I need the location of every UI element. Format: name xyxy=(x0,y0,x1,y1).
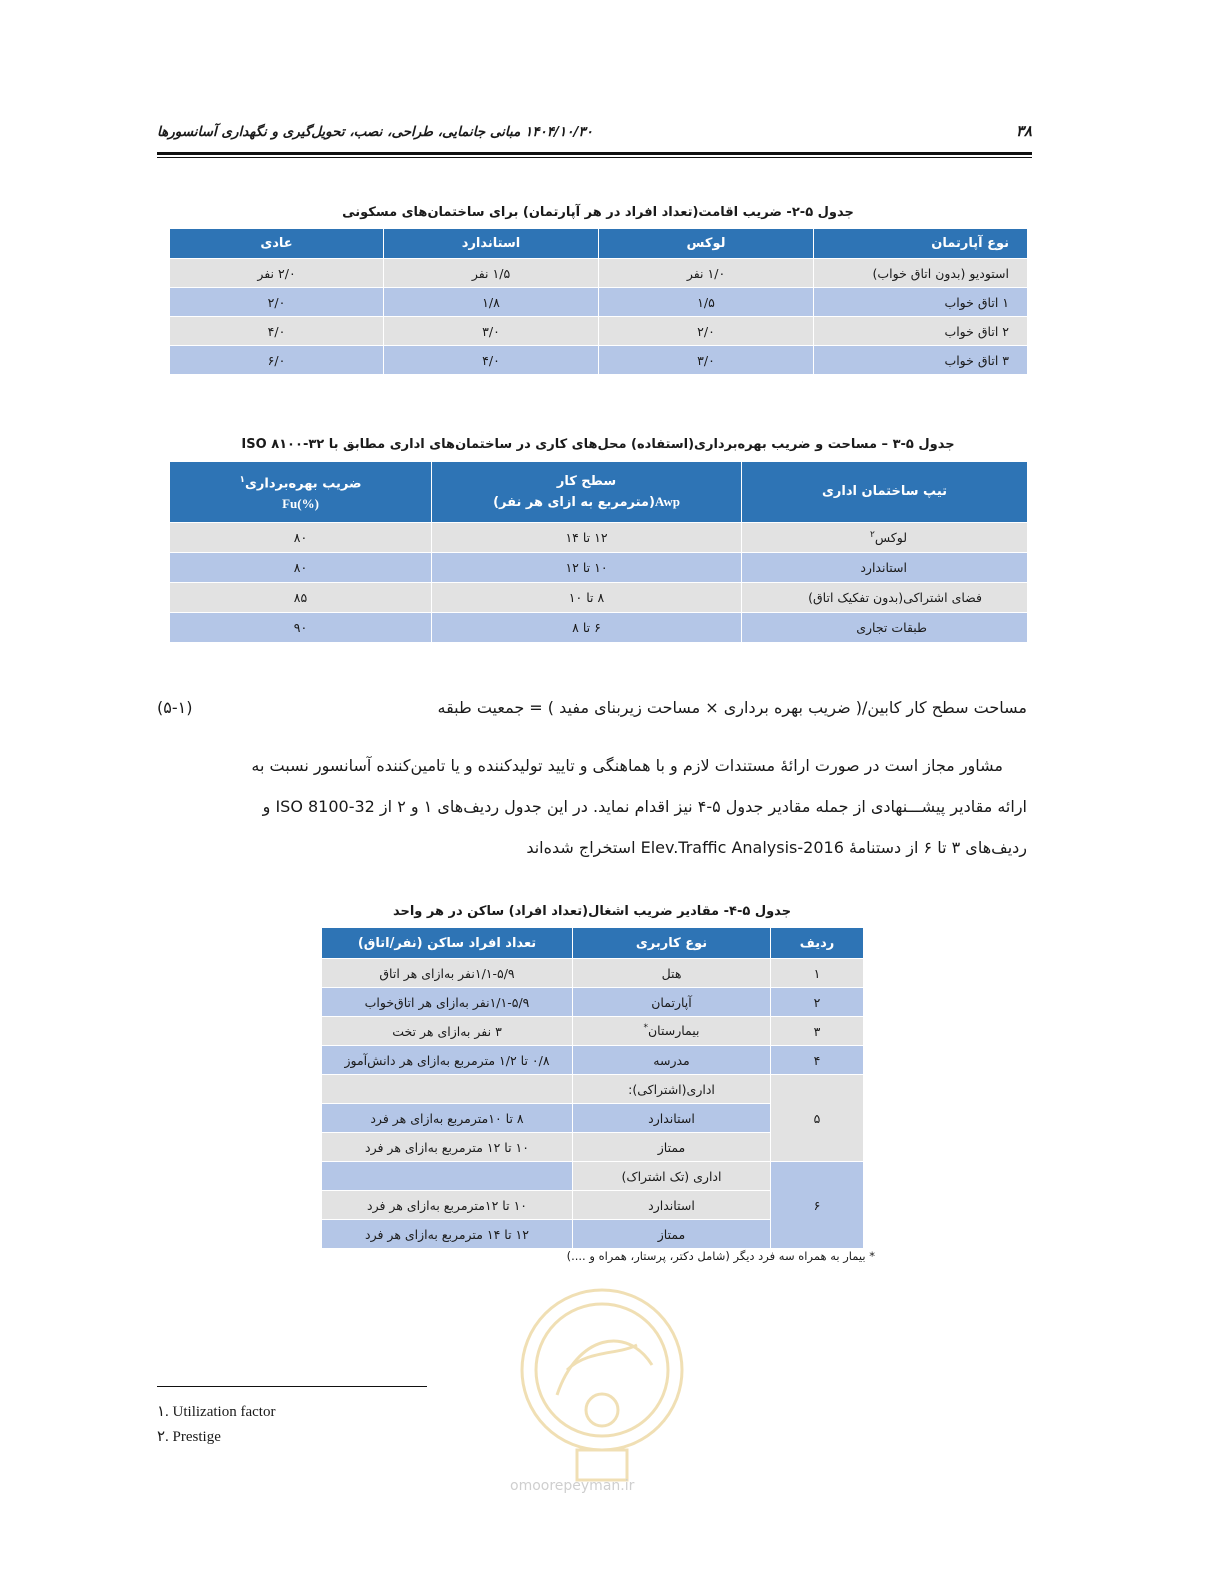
table-cell: ۱/۵ نفر xyxy=(384,259,599,288)
table-cell: استاندارد xyxy=(573,1191,771,1220)
column-header: لوکس xyxy=(599,229,814,259)
table-cell: ۳ xyxy=(771,1017,864,1046)
table-cell: ۰/۸ تا ۱/۲ مترمربع به‌ازای هر دانش‌آموز xyxy=(322,1046,573,1075)
table-cell: ۶/۰ xyxy=(170,346,384,375)
table-cell: هتل xyxy=(573,959,771,988)
table-cell: ۱/۰ نفر xyxy=(599,259,814,288)
table1-caption: جدول ۵-۲- ضریب اقامت(تعداد افراد در هر آپارتمان) برای ساختمان‌های مسکونی xyxy=(342,205,854,220)
column-header: نوع کاربری xyxy=(573,928,771,959)
watermark-seal xyxy=(507,1275,697,1490)
header-rule xyxy=(157,152,1032,155)
table-cell: ۳/۰ xyxy=(599,346,814,375)
table-row xyxy=(170,288,1028,317)
table-cell: ۲/۰ xyxy=(599,317,814,346)
table-cell: ۱/۵ xyxy=(599,288,814,317)
table-row xyxy=(322,988,864,1017)
seal-gear xyxy=(586,1394,618,1426)
column-header-line xyxy=(178,470,423,494)
cell-text: لوکس xyxy=(874,530,907,546)
table-header-row xyxy=(170,462,1028,523)
paragraph-line: ردیف‌های ۳ تا ۶ از دستنامهٔ Elev.Traffic Analysis-2016 استخراج شده‌اند xyxy=(526,838,1027,857)
table-cell: ۱۰ تا ۱۲ مترمربع به‌ازای هر فرد xyxy=(322,1133,573,1162)
footnote-rule xyxy=(157,1386,427,1387)
table-row xyxy=(170,317,1028,346)
table-cell: ۱ xyxy=(771,959,864,988)
equation-number: (۵-۱) xyxy=(157,698,193,717)
table-cell: استاندارد xyxy=(573,1104,771,1133)
column-header: نوع آپارتمان xyxy=(814,229,1028,259)
header-rule-thin xyxy=(157,157,1032,158)
table-row xyxy=(170,346,1028,375)
table-row xyxy=(170,523,1028,553)
table-note: * بیمار به همراه سه فرد دیگر (شامل دکتر، پرستار، همراه و ....) xyxy=(566,1249,875,1263)
paragraph-line: مشاور مجاز است در صورت ارائهٔ مستندات لازم و با هماهنگی و تایید تولیدکننده و یا تامین‌کننده آسانسور نسبت به xyxy=(251,756,1003,775)
column-header-unit: (مترمربع به ازای هر نفر) xyxy=(493,494,655,510)
footnote: ۱. Utilization factor xyxy=(157,1404,276,1420)
table-cell: ۱۲ تا ۱۴ مترمربع به‌ازای هر فرد xyxy=(322,1220,573,1249)
table-row xyxy=(170,553,1028,583)
column-header xyxy=(432,462,742,523)
column-header: تیپ ساختمان اداری xyxy=(742,462,1028,523)
table-cell: ۳ اتاق خواب xyxy=(814,346,1028,375)
table-cell: ۲ xyxy=(771,988,864,1017)
table-cell: ۳/۰ xyxy=(384,317,599,346)
table-cell: آپارتمان xyxy=(573,988,771,1017)
table-cell: ممتاز xyxy=(573,1220,771,1249)
footnote-mark: * xyxy=(643,1023,648,1034)
table-cell: ۴/۰ xyxy=(384,346,599,375)
table-cell: ۱/۸ xyxy=(384,288,599,317)
column-header: ردیف xyxy=(771,928,864,959)
table-cell xyxy=(573,1017,771,1046)
table-cell: ۸ تا ۱۰ xyxy=(432,583,742,613)
table-cell: ۱۰ تا ۱۲مترمربع به‌ازای هر فرد xyxy=(322,1191,573,1220)
table-cell: ۴ xyxy=(771,1046,864,1075)
table-header-row xyxy=(322,928,864,959)
table-cell: طبقات تجاری xyxy=(742,613,1028,643)
table-cell: ۲ اتاق خواب xyxy=(814,317,1028,346)
table-cell: ۲/۰ xyxy=(170,288,384,317)
column-header-line: Fu(%) xyxy=(282,496,319,512)
table-row xyxy=(322,1017,864,1046)
column-header: استاندارد xyxy=(384,229,599,259)
table3-caption: جدول ۵-۴- مقادیر ضریب اشغال(تعداد افراد) ساکن در هر واحد xyxy=(392,904,792,919)
table-header-row xyxy=(170,229,1028,259)
table-cell: ممتاز xyxy=(573,1133,771,1162)
table-cell: ۱/۱-۵/۹نفر به‌ازای هر اتاق xyxy=(322,959,573,988)
column-header: عادی xyxy=(170,229,384,259)
table-office-workspace xyxy=(169,461,1028,643)
footnote-mark: ۲ xyxy=(870,529,875,540)
table-cell xyxy=(742,523,1028,553)
cell-text: بیمارستان xyxy=(647,1023,700,1039)
table-row xyxy=(170,583,1028,613)
column-header-line: سطح کار xyxy=(556,473,617,489)
table-cell: ۱۰ تا ۱۲ xyxy=(432,553,742,583)
table-residential-occupancy xyxy=(169,228,1028,375)
table-cell: ۸۰ xyxy=(170,523,432,553)
table-row xyxy=(322,1046,864,1075)
table-cell: اداری(اشتراکی): xyxy=(573,1075,771,1104)
equation-text: مساحت سطح کار کابین/( ضریب بهره برداری × مساحت زیربنای مفید ) = جمعیت طبقه xyxy=(437,698,1027,717)
page-number: ۳۸ xyxy=(1015,122,1032,140)
footnote-mark: ۱ xyxy=(239,474,245,485)
table-occupancy-factors xyxy=(321,927,864,1249)
table-cell: استاندارد xyxy=(742,553,1028,583)
table-cell: ۸ تا ۱۰مترمربع به‌ازای هر فرد xyxy=(322,1104,573,1133)
table-row xyxy=(322,1162,864,1191)
table-cell: ۳ نفر به‌ازای هر تخت xyxy=(322,1017,573,1046)
table-cell: ۴/۰ xyxy=(170,317,384,346)
table-cell: استودیو (بدون اتاق خواب) xyxy=(814,259,1028,288)
table-cell: فضای اشتراکی(بدون تفکیک اتاق) xyxy=(742,583,1028,613)
table-cell: ۶ xyxy=(771,1162,864,1249)
paragraph-line: ارائه مقادیر پیشـــنهادی از جمله مقادیر جدول ۵-۴ نیز اقدام نماید. در این جدول ردیف‌های ۱ و ۲ از ISO 8100-32 و xyxy=(262,797,1027,816)
table-cell: ۵ xyxy=(771,1075,864,1162)
table-cell: اداری (تک اشتراک) xyxy=(573,1162,771,1191)
seal-inner-ring xyxy=(536,1304,668,1436)
running-title: ۱۴۰۴/۱۰/۳۰ مبانی جانمایی، طراحی، نصب، تحویل‌گیری و نگهداری آسانسورها xyxy=(157,124,593,140)
table-cell: ۱/۱-۵/۹نفر به‌ازای هر اتاق‌خواب xyxy=(322,988,573,1017)
table-cell xyxy=(322,1075,573,1104)
table-cell: ۸۵ xyxy=(170,583,432,613)
watermark-site: omoorepeyman.ir xyxy=(510,1478,635,1494)
table-cell: ۱۲ تا ۱۴ xyxy=(432,523,742,553)
table-cell: ۲/۰ نفر xyxy=(170,259,384,288)
table-row xyxy=(170,613,1028,643)
table-row xyxy=(322,959,864,988)
table-cell: مدرسه xyxy=(573,1046,771,1075)
table-cell: ۱ اتاق خواب xyxy=(814,288,1028,317)
footnote: ۲. Prestige xyxy=(157,1429,221,1445)
column-header-line xyxy=(440,492,733,513)
table-cell xyxy=(322,1162,573,1191)
table-cell: ۸۰ xyxy=(170,553,432,583)
table-cell: ۶ تا ۸ xyxy=(432,613,742,643)
table-row xyxy=(322,1075,864,1104)
table2-caption: جدول ۵-۳ – مساحت و ضریب بهره‌برداری(استفاده) محل‌های کاری در ساختمان‌های اداری مطابق با ۳۲-۸۱۰۰ ISO xyxy=(241,437,955,452)
awp-symbol: Awp xyxy=(654,493,680,509)
table-row xyxy=(170,259,1028,288)
column-header-text: ضریب بهره‌برداری xyxy=(244,476,362,492)
seal-building xyxy=(577,1450,627,1480)
body-paragraph xyxy=(157,745,1027,868)
column-header xyxy=(170,462,432,523)
table-cell: ۹۰ xyxy=(170,613,432,643)
column-header: تعداد افراد ساکن (نفر/اتاق) xyxy=(322,928,573,959)
